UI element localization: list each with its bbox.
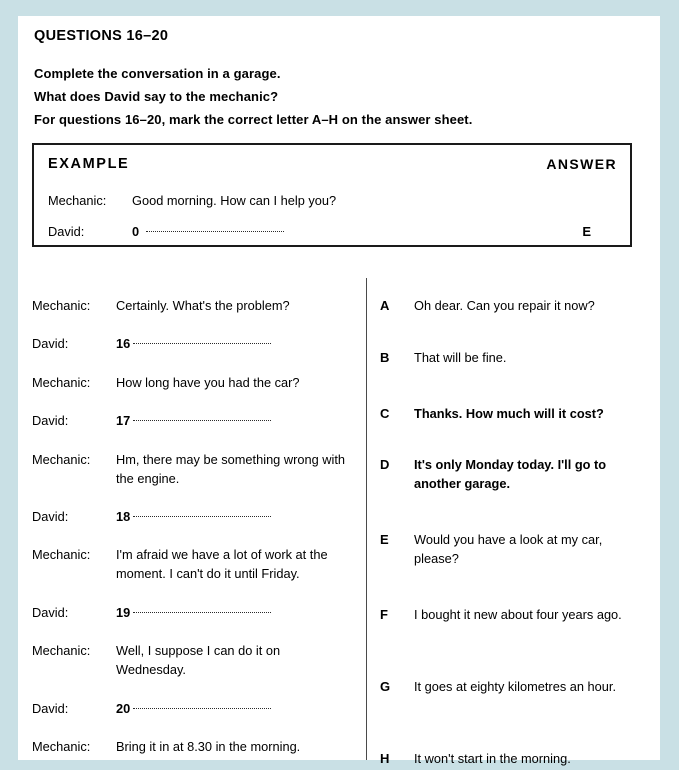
dialogue-row bbox=[32, 603, 348, 622]
option-text: It's only Monday today. I'll go to another garage. bbox=[414, 457, 607, 491]
option-f[interactable] bbox=[380, 605, 642, 624]
instruction-line-1: Complete the conversation in a garage. bbox=[34, 66, 281, 81]
dialogue-row bbox=[32, 334, 348, 353]
option-letter: G bbox=[380, 679, 391, 694]
option-d[interactable] bbox=[380, 455, 642, 493]
option-letter: D bbox=[380, 457, 390, 472]
option-letter: H bbox=[380, 751, 390, 766]
speaker-label: David: bbox=[32, 509, 69, 524]
example-answer-value: E bbox=[582, 224, 591, 239]
utterance-text: Good morning. How can I help you? bbox=[132, 193, 337, 208]
dialogue-row bbox=[32, 641, 348, 679]
dialogue-row bbox=[32, 737, 348, 756]
utterance-text: How long have you had the car? bbox=[116, 375, 300, 390]
dialogue-row bbox=[32, 450, 348, 488]
example-row bbox=[48, 224, 284, 239]
answer-blank-line[interactable] bbox=[133, 516, 271, 517]
speaker-label: Mechanic: bbox=[32, 739, 91, 754]
speaker-label: Mechanic: bbox=[32, 643, 91, 658]
option-a[interactable] bbox=[380, 296, 642, 315]
question-number: 20 bbox=[116, 701, 131, 716]
utterance-text: Well, I suppose I can do it on Wednesday. bbox=[116, 643, 281, 677]
page-title: QUESTIONS 16–20 bbox=[34, 28, 169, 44]
speaker-label: David: bbox=[48, 224, 85, 239]
answer-blank-line[interactable] bbox=[133, 343, 271, 344]
answer-slot[interactable] bbox=[116, 603, 348, 622]
answer-slot[interactable] bbox=[116, 507, 348, 526]
question-number: 19 bbox=[116, 605, 131, 620]
column-divider bbox=[366, 278, 367, 760]
option-b[interactable] bbox=[380, 348, 642, 367]
question-number: 17 bbox=[116, 413, 131, 428]
utterance-text: Bring it in at 8.30 in the morning. bbox=[116, 739, 301, 754]
option-text: I bought it new about four years ago. bbox=[414, 607, 622, 622]
option-text: It won't start in the morning. bbox=[414, 751, 571, 766]
option-h[interactable] bbox=[380, 749, 642, 768]
utterance-text: Certainly. What's the problem? bbox=[116, 298, 290, 313]
dialogue-row bbox=[32, 507, 348, 526]
instructions-block bbox=[34, 62, 472, 131]
speaker-label: David: bbox=[32, 701, 69, 716]
dialogue-row bbox=[32, 373, 348, 392]
speaker-label: David: bbox=[32, 413, 69, 428]
question-number: 0 bbox=[132, 224, 140, 239]
option-text: That will be fine. bbox=[414, 350, 507, 365]
speaker-label: David: bbox=[32, 605, 69, 620]
answer-blank-line[interactable] bbox=[133, 708, 271, 709]
utterance-text: Hm, there may be something wrong with the engine. bbox=[116, 452, 346, 486]
option-e[interactable] bbox=[380, 530, 642, 568]
answer-blank-line[interactable] bbox=[133, 612, 271, 613]
option-letter: B bbox=[380, 350, 390, 365]
example-box bbox=[32, 143, 632, 247]
answer-label: ANSWER bbox=[546, 156, 617, 172]
speaker-label: Mechanic: bbox=[48, 193, 107, 208]
answer-blank-line[interactable] bbox=[146, 231, 284, 232]
answer-slot[interactable] bbox=[116, 411, 348, 430]
answer-slot[interactable] bbox=[116, 699, 348, 718]
dialogue-row bbox=[32, 699, 348, 718]
dialogue-row bbox=[32, 411, 348, 430]
speaker-label: Mechanic: bbox=[32, 547, 91, 562]
option-text: Would you have a look at my car, please? bbox=[414, 532, 603, 566]
dialogue-row bbox=[32, 296, 348, 315]
instruction-line-2: What does David say to the mechanic? bbox=[34, 89, 279, 104]
option-g[interactable] bbox=[380, 677, 642, 696]
option-text: Thanks. How much will it cost? bbox=[414, 406, 604, 421]
speaker-label: David: bbox=[32, 336, 69, 351]
answer-blank-line[interactable] bbox=[133, 420, 271, 421]
question-number: 16 bbox=[116, 336, 131, 351]
option-letter: E bbox=[380, 532, 389, 547]
dialogue-row bbox=[32, 545, 348, 583]
option-letter: F bbox=[380, 607, 388, 622]
speaker-label: Mechanic: bbox=[32, 375, 91, 390]
answer-slot[interactable] bbox=[116, 334, 348, 353]
question-number: 18 bbox=[116, 509, 131, 524]
option-text: It goes at eighty kilometres an hour. bbox=[414, 679, 617, 694]
option-c[interactable] bbox=[380, 404, 642, 423]
speaker-label: Mechanic: bbox=[32, 452, 91, 467]
option-letter: A bbox=[380, 298, 390, 313]
exam-page bbox=[18, 16, 660, 766]
option-text: Oh dear. Can you repair it now? bbox=[414, 298, 595, 313]
speaker-label: Mechanic: bbox=[32, 298, 91, 313]
example-label: EXAMPLE bbox=[48, 156, 130, 172]
example-row bbox=[48, 193, 336, 208]
option-letter: C bbox=[380, 406, 390, 421]
utterance-text: I'm afraid we have a lot of work at the moment. I can't do it until Friday. bbox=[116, 547, 328, 581]
instruction-line-3: For questions 16–20, mark the correct letter A–H on the answer sheet. bbox=[34, 112, 473, 127]
